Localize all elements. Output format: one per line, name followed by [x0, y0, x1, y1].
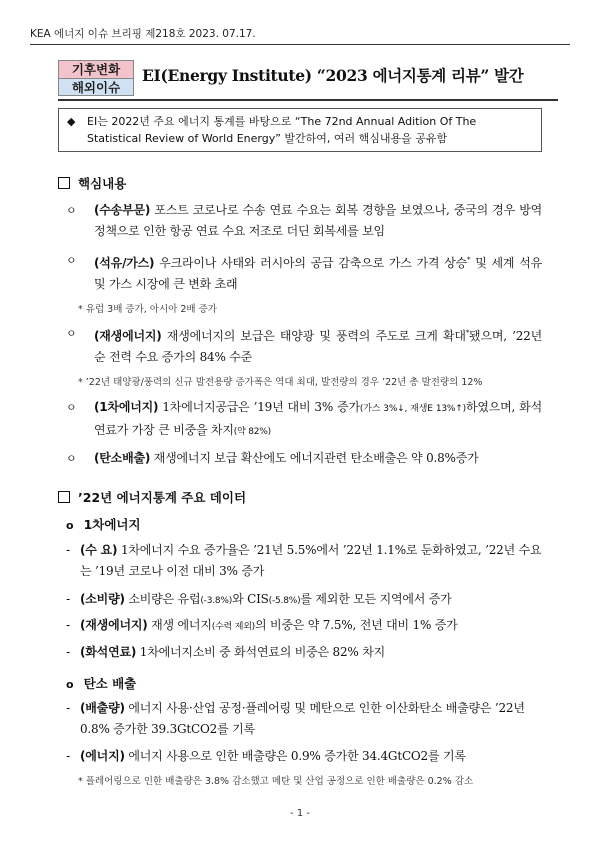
small-circle-bullet-icon: o: [66, 519, 74, 532]
item-text: 1차에너지소비 중 화석연료의 비중은 82% 차지: [136, 645, 385, 659]
item-label: (석유/가스): [94, 256, 155, 270]
dash-bullet: -: [66, 701, 71, 715]
page-number: - 1 -: [290, 808, 310, 819]
subsection-title: 1차에너지: [83, 517, 141, 532]
section-title: ’22년 에너지통계 주요 데이터: [78, 490, 247, 505]
circle-bullet-icon: ㅇ: [66, 254, 77, 267]
item-text-cont: 를 제외한 모든 지역에서 증가: [300, 592, 452, 606]
item-text-cont: 하였으며, 화석연료가 가장 큰 비중을 차지: [94, 400, 542, 437]
item-label: (재생에너지): [80, 618, 148, 632]
item-label: (수송부문): [94, 203, 151, 217]
footnote-mark: *: [465, 329, 470, 337]
item-label: (수 요): [80, 543, 118, 557]
circle-bullet-icon: ㅇ: [66, 452, 77, 465]
item-text: 재생에너지의 보급은 태양광 및 풍력의 주도로 크게 확대: [161, 329, 466, 343]
item-note: (약 82%): [233, 427, 271, 437]
list-item: [58, 540, 542, 582]
item-text-cont: 됐으며, ’22년 순 전력 수요 증가의 84% 수준: [94, 329, 542, 364]
summary-box: [58, 108, 542, 152]
title-divider: [58, 99, 558, 101]
tag-line-2: 해외이슈: [58, 78, 134, 96]
list-item: [58, 698, 542, 740]
small-circle-bullet-icon: o: [66, 678, 74, 691]
summary-text: EI는 2022년 주요 에너지 통계를 바탕으로 “The 72nd Annual Adition Of The Statistical Review of World Energy” 발간하여, 여러 핵심내용을 공유함: [87, 115, 477, 145]
dash-bullet: -: [66, 543, 71, 557]
category-tag: [58, 60, 134, 96]
diamond-icon: ◆: [67, 115, 76, 128]
item-note: (수력 제외): [211, 622, 255, 632]
item-text: 재생 에너지: [147, 618, 212, 632]
footnote-mark: *: [467, 256, 471, 264]
checkbox-square-icon: [58, 177, 70, 189]
item-label: (소비량): [80, 592, 125, 606]
item-text-cont: 의 비중은 약 7.5%, 전년 대비 1% 증가: [255, 618, 458, 632]
item-text: 우크라이나 사태와 러시아의 공급 감축으로 가스 가격 상승: [154, 256, 467, 270]
checkbox-square-icon: [58, 491, 70, 503]
item-text-cont: 및 세계 석유 및 가스 시장에 큰 변화 초래: [94, 256, 542, 291]
dash-bullet: -: [66, 749, 71, 763]
item-note: (-5.8%): [268, 596, 301, 606]
list-item: [58, 589, 542, 612]
footnote: * 유럽 3배 증가, 아시아 2배 증가: [78, 304, 217, 315]
item-text: 1차에너지공급은 ’19년 대비 3% 증가: [158, 400, 360, 414]
list-item: [58, 642, 542, 663]
item-label: (에너지): [80, 749, 125, 763]
item-label: (화석연료): [80, 645, 137, 659]
item-label: (배출량): [80, 701, 125, 715]
tag-line-1: 기후변화: [58, 60, 134, 78]
dash-bullet: -: [66, 645, 71, 659]
list-item: [58, 397, 542, 443]
item-label: (1차에너지): [94, 400, 159, 414]
item-label: (탄소배출): [94, 451, 151, 465]
item-text: 에너지 사용·산업 공정·플레어링 및 메탄으로 인한 이산화탄소 배출량은 ’22년 0.8% 증가한 39.3GtCO2를 기록: [80, 701, 525, 736]
item-note: (가스 3%↓, 재생E 13%↑): [359, 404, 466, 414]
list-item: [58, 250, 542, 295]
circle-bullet-icon: ㅇ: [66, 401, 77, 414]
footnote: * ’22년 태양광/풍력의 신규 발전용량 증가폭은 역대 최대, 발전량의 경우 ’22년 총 발전량의 12%: [78, 377, 483, 388]
list-item: [58, 200, 542, 242]
list-item: [58, 615, 542, 638]
item-text: 1차에너지 수요 증가율은 ’21년 5.5%에서 ’22년 1.1%로 둔화하였고, ’22년 수요는 ’19년 코로나 이전 대비 3% 증가: [80, 543, 542, 578]
subsection-heading: [66, 674, 136, 692]
list-item: [58, 448, 542, 469]
section-heading-1: [58, 174, 126, 192]
item-text: 에너지 사용으로 인한 배출량은 0.9% 증가한 34.4GtCO2를 기록: [124, 749, 466, 763]
item-text: 재생에너지 보급 확산에도 에너지관련 탄소배출은 약 0.8%증가: [150, 451, 479, 465]
item-label: (재생에너지): [94, 329, 162, 343]
item-text: 소비량은 유럽: [124, 592, 201, 606]
list-item: [58, 323, 542, 368]
subsection-title: 탄소 배출: [83, 676, 137, 691]
title-row: [58, 60, 558, 96]
footnote: * 플레어링으로 인한 배출량은 3.8% 감소했고 메탄 및 산업 공정으로 인한 배출량은 0.2% 감소: [78, 776, 474, 787]
subsection-heading: [66, 515, 141, 533]
document-header: KEA 에너지 이슈 브리핑 제218호 2023. 07.17.: [30, 26, 570, 45]
circle-bullet-icon: ㅇ: [66, 204, 77, 217]
section-heading-2: [58, 488, 246, 506]
list-item: [58, 746, 542, 767]
dash-bullet: -: [66, 592, 71, 606]
item-note: (-3.8%): [200, 596, 233, 606]
dash-bullet: -: [66, 618, 71, 632]
page-title: EI(Energy Institute) “2023 에너지통계 리뷰” 발간: [142, 66, 524, 85]
item-text-cont: 와 CIS: [232, 592, 269, 606]
item-text: 포스트 코로나로 수송 연료 수요는 회복 경향을 보였으나, 중국의 경우 방역정책으로 인한 항공 연료 수요 저조로 더딘 회복세를 보임: [94, 203, 542, 238]
circle-bullet-icon: ㅇ: [66, 327, 77, 340]
section-title: 핵심내용: [78, 176, 127, 191]
